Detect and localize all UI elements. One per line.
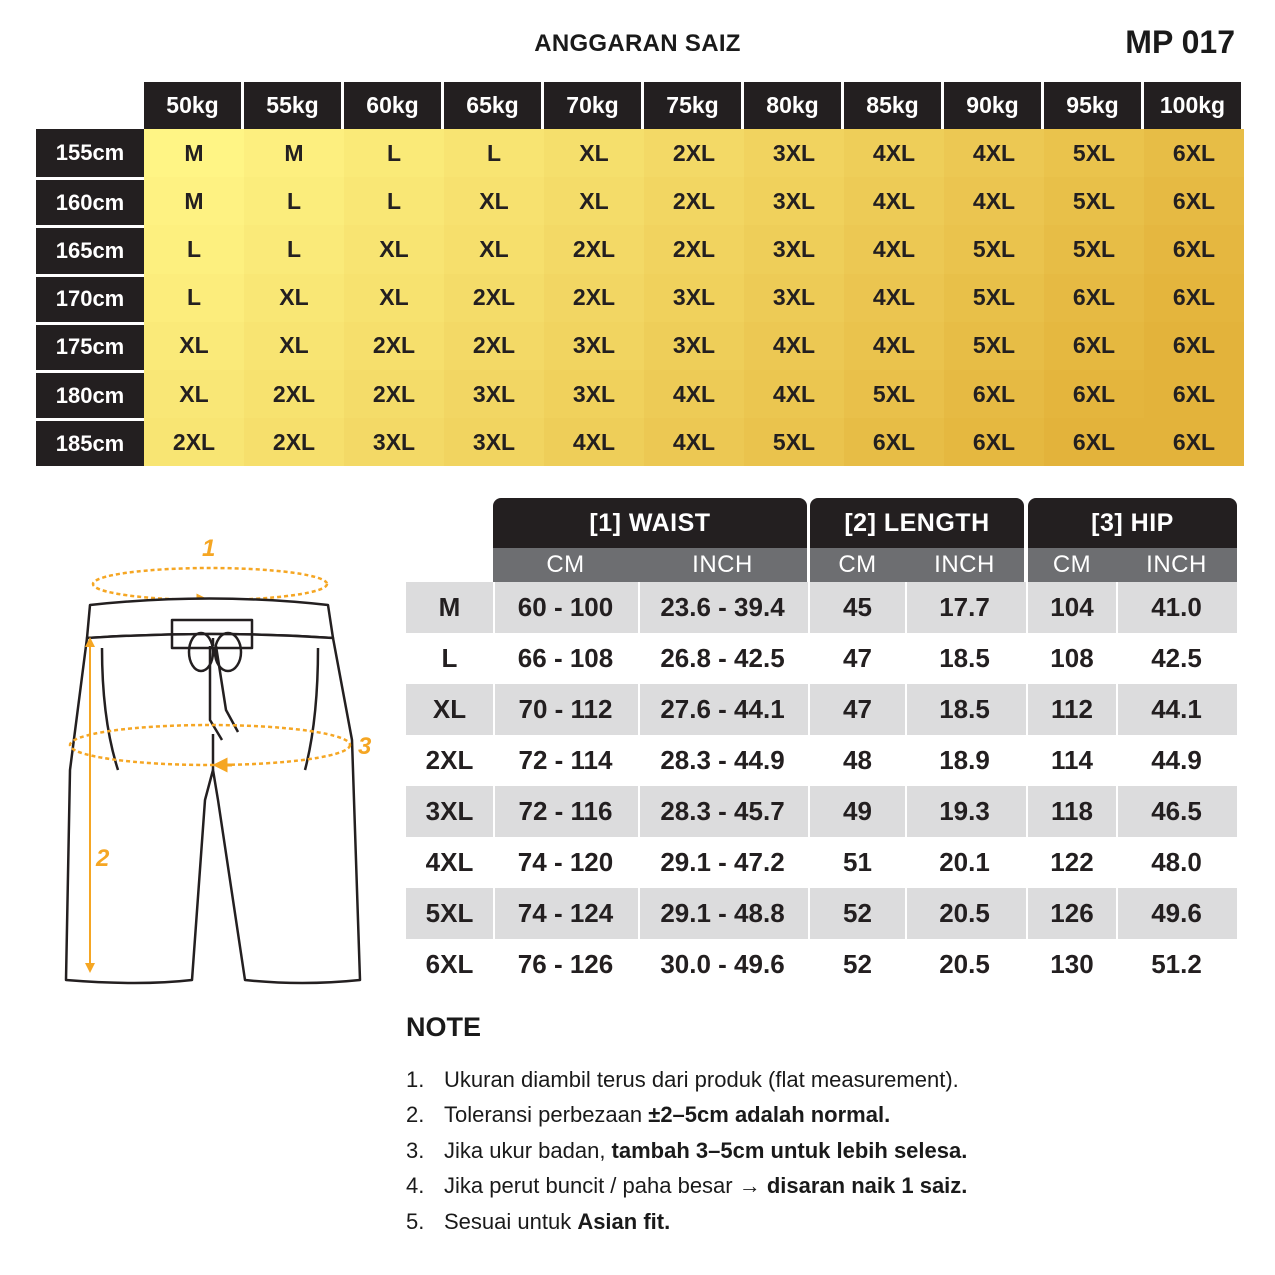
size-label: 2XL bbox=[425, 745, 474, 775]
size-cell: 3XL bbox=[644, 274, 744, 322]
measurement-value: 108 bbox=[1050, 643, 1094, 673]
weight-header: 55kg bbox=[244, 82, 341, 129]
size-matrix-row bbox=[36, 322, 1244, 370]
weight-header: 60kg bbox=[344, 82, 441, 129]
size-cell: M bbox=[244, 129, 344, 177]
height-header: 160cm bbox=[36, 177, 144, 225]
size-cell: 4XL bbox=[844, 177, 944, 225]
note-item bbox=[406, 1098, 967, 1134]
measurement-row bbox=[406, 786, 1237, 837]
measurement-value: 44.1 bbox=[1151, 694, 1202, 724]
measurement-value: 29.1 - 48.8 bbox=[660, 898, 785, 928]
size-cell: 5XL bbox=[1044, 225, 1144, 273]
size-label: M bbox=[438, 592, 461, 622]
size-cell: 6XL bbox=[1044, 322, 1144, 370]
unit-length-inch: INCH bbox=[905, 548, 1024, 582]
size-cell: 6XL bbox=[1144, 177, 1244, 225]
note-text: Jika ukur badan, bbox=[444, 1137, 612, 1163]
note-number: 1. bbox=[406, 1066, 425, 1092]
label-2: 2 bbox=[96, 845, 110, 872]
size-cell: 4XL bbox=[744, 322, 844, 370]
size-cell: 5XL bbox=[944, 225, 1044, 273]
measurement-value: 41.0 bbox=[1151, 592, 1202, 622]
size-cell: 2XL bbox=[544, 225, 644, 273]
size-cell: 5XL bbox=[944, 322, 1044, 370]
size-cell: 6XL bbox=[1044, 274, 1144, 322]
measurement-value: 48 bbox=[843, 745, 872, 775]
note-number: 2. bbox=[406, 1102, 425, 1128]
measurement-row bbox=[406, 888, 1237, 939]
size-cell: 2XL bbox=[444, 322, 544, 370]
size-cell: 6XL bbox=[944, 418, 1044, 466]
size-cell: 6XL bbox=[1144, 129, 1244, 177]
size-cell: 6XL bbox=[1144, 225, 1244, 273]
weight-header: 80kg bbox=[744, 82, 841, 129]
measurement-value: 52 bbox=[843, 898, 872, 928]
height-header: 180cm bbox=[36, 370, 144, 418]
measurement-value: 26.8 - 42.5 bbox=[660, 643, 785, 673]
size-cell: 5XL bbox=[744, 418, 844, 466]
weight-header: 90kg bbox=[944, 82, 1041, 129]
size-cell: 2XL bbox=[544, 274, 644, 322]
size-cell: 3XL bbox=[444, 418, 544, 466]
size-cell: L bbox=[344, 129, 444, 177]
size-label: 5XL bbox=[425, 898, 474, 928]
measurement-value: 29.1 - 47.2 bbox=[660, 847, 785, 877]
note-number: 5. bbox=[406, 1208, 425, 1234]
size-cell: 4XL bbox=[944, 177, 1044, 225]
measurement-value: 49.6 bbox=[1151, 898, 1202, 928]
height-header: 165cm bbox=[36, 225, 144, 273]
size-cell: 2XL bbox=[644, 129, 744, 177]
measurement-value: 104 bbox=[1050, 592, 1094, 622]
size-matrix-row bbox=[36, 370, 1244, 418]
measurement-value: 47 bbox=[843, 643, 872, 673]
column-separator bbox=[493, 582, 495, 990]
measurement-value: 42.5 bbox=[1151, 643, 1202, 673]
size-cell: 4XL bbox=[644, 370, 744, 418]
weight-header-row bbox=[144, 82, 1241, 129]
size-cell: 3XL bbox=[344, 418, 444, 466]
note-list bbox=[406, 1062, 967, 1240]
note-number: 3. bbox=[406, 1137, 425, 1163]
size-cell: 5XL bbox=[1044, 129, 1144, 177]
size-cell: 5XL bbox=[944, 274, 1044, 322]
size-cell: XL bbox=[144, 370, 244, 418]
measurement-value: 72 - 116 bbox=[518, 796, 613, 826]
waist-measure-ellipse bbox=[93, 568, 327, 600]
label-3: 3 bbox=[358, 733, 372, 760]
size-cell: XL bbox=[244, 274, 344, 322]
unit-hip-inch: INCH bbox=[1116, 548, 1237, 582]
weight-header: 70kg bbox=[544, 82, 641, 129]
measurement-value: 23.6 - 39.4 bbox=[660, 592, 785, 622]
size-cell: 4XL bbox=[544, 418, 644, 466]
measurement-table bbox=[406, 498, 1237, 990]
measurement-value: 114 bbox=[1051, 745, 1093, 775]
size-cell: 3XL bbox=[744, 177, 844, 225]
weight-header: 65kg bbox=[444, 82, 541, 129]
note-emphasis: disaran naik 1 saiz. bbox=[766, 1173, 968, 1199]
size-cell: L bbox=[144, 225, 244, 273]
measurement-value: 60 - 100 bbox=[517, 592, 614, 622]
size-cell: 3XL bbox=[644, 322, 744, 370]
size-cell: 5XL bbox=[1044, 177, 1144, 225]
measurement-row bbox=[406, 684, 1237, 735]
measurement-value: 46.5 bbox=[1151, 796, 1202, 826]
size-label: XL bbox=[432, 694, 467, 724]
measurement-value: 48.0 bbox=[1151, 847, 1202, 877]
size-cell: 3XL bbox=[744, 129, 844, 177]
group-header-hip: [3] HIP bbox=[1028, 498, 1237, 548]
size-cell: 2XL bbox=[244, 370, 344, 418]
measurement-value: 18.5 bbox=[939, 694, 990, 724]
weight-header: 95kg bbox=[1044, 82, 1141, 129]
size-cell: XL bbox=[344, 274, 444, 322]
note-text: Sesuai untuk bbox=[444, 1208, 578, 1234]
measurement-value: 20.5 bbox=[939, 949, 990, 979]
measurement-value: 118 bbox=[1051, 796, 1093, 826]
measurement-value: 49 bbox=[843, 796, 872, 826]
size-cell: L bbox=[444, 129, 544, 177]
size-cell: XL bbox=[344, 225, 444, 273]
measurement-value: 45 bbox=[843, 592, 872, 622]
size-cell: L bbox=[244, 225, 344, 273]
size-cell: 4XL bbox=[844, 322, 944, 370]
size-cell: M bbox=[144, 177, 244, 225]
size-cell: 4XL bbox=[744, 370, 844, 418]
size-cell: XL bbox=[544, 177, 644, 225]
note-emphasis: Asian fit. bbox=[577, 1208, 671, 1234]
measurement-value: 112 bbox=[1051, 694, 1093, 724]
measurement-value: 126 bbox=[1050, 898, 1094, 928]
height-header: 185cm bbox=[36, 418, 144, 466]
size-matrix-row bbox=[36, 129, 1244, 177]
height-header: 170cm bbox=[36, 274, 144, 322]
weight-header: 50kg bbox=[144, 82, 241, 129]
size-cell: 6XL bbox=[1144, 322, 1244, 370]
note-item bbox=[406, 1133, 967, 1169]
note-item bbox=[406, 1062, 967, 1098]
size-cell: 4XL bbox=[944, 129, 1044, 177]
size-matrix-body bbox=[36, 129, 1244, 466]
measurement-value: 74 - 120 bbox=[517, 847, 614, 877]
note-text: Jika perut buncit / paha besar → bbox=[444, 1173, 767, 1199]
size-matrix-row bbox=[36, 225, 1244, 273]
measurement-row bbox=[406, 735, 1237, 786]
weight-header: 100kg bbox=[1144, 82, 1241, 129]
product-code: MP 017 bbox=[1125, 24, 1235, 60]
size-label: 4XL bbox=[425, 847, 474, 877]
measurement-value: 74 - 124 bbox=[517, 898, 614, 928]
measurement-value: 130 bbox=[1050, 949, 1094, 979]
measurement-value: 27.6 - 44.1 bbox=[660, 694, 785, 724]
measurement-value: 44.9 bbox=[1151, 745, 1202, 775]
size-cell: XL bbox=[244, 322, 344, 370]
measurement-value: 30.0 - 49.6 bbox=[660, 949, 785, 979]
size-cell: 6XL bbox=[1144, 418, 1244, 466]
note-emphasis: ±2–5cm adalah normal. bbox=[648, 1102, 891, 1128]
size-cell: 3XL bbox=[744, 225, 844, 273]
measurement-value: 70 - 112 bbox=[518, 694, 613, 724]
size-label: L bbox=[441, 643, 458, 673]
size-cell: 6XL bbox=[1044, 370, 1144, 418]
note-text: Toleransi perbezaan bbox=[444, 1102, 649, 1128]
measurement-value: 72 - 114 bbox=[518, 745, 613, 775]
shorts-illustration bbox=[60, 520, 390, 1000]
size-cell: 3XL bbox=[544, 322, 644, 370]
size-cell: XL bbox=[444, 225, 544, 273]
size-cell: 2XL bbox=[244, 418, 344, 466]
measurement-value: 28.3 - 44.9 bbox=[660, 745, 785, 775]
size-cell: 2XL bbox=[444, 274, 544, 322]
size-cell: L bbox=[344, 177, 444, 225]
measurement-row bbox=[406, 939, 1237, 990]
size-cell: 4XL bbox=[644, 418, 744, 466]
note-item bbox=[406, 1169, 967, 1205]
group-header-length: [2] LENGTH bbox=[810, 498, 1024, 548]
size-cell: 6XL bbox=[1044, 418, 1144, 466]
column-separator bbox=[905, 582, 907, 990]
size-cell: M bbox=[144, 129, 244, 177]
size-cell: 2XL bbox=[144, 418, 244, 466]
size-matrix-row bbox=[36, 274, 1244, 322]
column-separator bbox=[808, 582, 810, 990]
column-separator bbox=[1116, 582, 1118, 990]
measurement-value: 66 - 108 bbox=[517, 643, 614, 673]
measurement-value: 51 bbox=[843, 847, 872, 877]
size-cell: 6XL bbox=[944, 370, 1044, 418]
size-cell: 4XL bbox=[844, 129, 944, 177]
height-header: 155cm bbox=[36, 129, 144, 177]
size-cell: 6XL bbox=[1144, 274, 1244, 322]
measurement-value: 122 bbox=[1050, 847, 1094, 877]
size-cell: 3XL bbox=[744, 274, 844, 322]
size-cell: L bbox=[244, 177, 344, 225]
size-cell: 3XL bbox=[444, 370, 544, 418]
size-cell: 6XL bbox=[844, 418, 944, 466]
size-cell: 2XL bbox=[344, 370, 444, 418]
size-label: 6XL bbox=[425, 949, 474, 979]
measurement-row bbox=[406, 633, 1237, 684]
note-title: NOTE bbox=[406, 1012, 482, 1042]
unit-length-cm: CM bbox=[810, 548, 905, 582]
measurement-value: 17.7 bbox=[939, 592, 990, 622]
unit-waist-cm: CM bbox=[493, 548, 638, 582]
measurement-value: 52 bbox=[843, 949, 872, 979]
note-number: 4. bbox=[406, 1173, 425, 1199]
size-cell: 2XL bbox=[644, 225, 744, 273]
measurement-value: 18.9 bbox=[939, 745, 990, 775]
size-cell: 4XL bbox=[844, 274, 944, 322]
measurement-row bbox=[406, 582, 1237, 633]
size-cell: L bbox=[144, 274, 244, 322]
shorts-outline bbox=[66, 599, 360, 984]
size-cell: 2XL bbox=[344, 322, 444, 370]
unit-waist-inch: INCH bbox=[638, 548, 807, 582]
measurement-value: 47 bbox=[843, 694, 872, 724]
note-emphasis: tambah 3–5cm untuk lebih selesa. bbox=[611, 1137, 968, 1163]
measurement-value: 51.2 bbox=[1151, 949, 1202, 979]
note-item bbox=[406, 1204, 967, 1240]
note-text: Ukuran diambil terus dari produk (flat measurement). bbox=[444, 1066, 959, 1092]
group-header-waist: [1] WAIST bbox=[493, 498, 807, 548]
size-cell: XL bbox=[144, 322, 244, 370]
weight-header: 85kg bbox=[844, 82, 941, 129]
height-header: 175cm bbox=[36, 322, 144, 370]
measurement-value: 20.5 bbox=[939, 898, 990, 928]
size-label: 3XL bbox=[425, 796, 474, 826]
page-title: ANGGARAN SAIZ bbox=[534, 30, 741, 57]
weight-header: 75kg bbox=[644, 82, 741, 129]
size-matrix-row bbox=[36, 177, 1244, 225]
unit-hip-cm: CM bbox=[1028, 548, 1116, 582]
column-separator bbox=[638, 582, 640, 990]
size-cell: XL bbox=[444, 177, 544, 225]
size-cell: 3XL bbox=[544, 370, 644, 418]
size-cell: 2XL bbox=[644, 177, 744, 225]
column-separator bbox=[1026, 582, 1028, 990]
measurement-value: 20.1 bbox=[939, 847, 990, 877]
measurement-value: 28.3 - 45.7 bbox=[660, 796, 785, 826]
measurement-row bbox=[406, 837, 1237, 888]
size-cell: 4XL bbox=[844, 225, 944, 273]
shorts-diagram bbox=[60, 520, 390, 1000]
measurement-value: 18.5 bbox=[939, 643, 990, 673]
measurement-value: 76 - 126 bbox=[517, 949, 614, 979]
size-cell: XL bbox=[544, 129, 644, 177]
size-cell: 5XL bbox=[844, 370, 944, 418]
measurement-value: 19.3 bbox=[939, 796, 990, 826]
size-matrix-row bbox=[36, 418, 1244, 466]
size-cell: 6XL bbox=[1144, 370, 1244, 418]
label-1: 1 bbox=[202, 535, 216, 562]
